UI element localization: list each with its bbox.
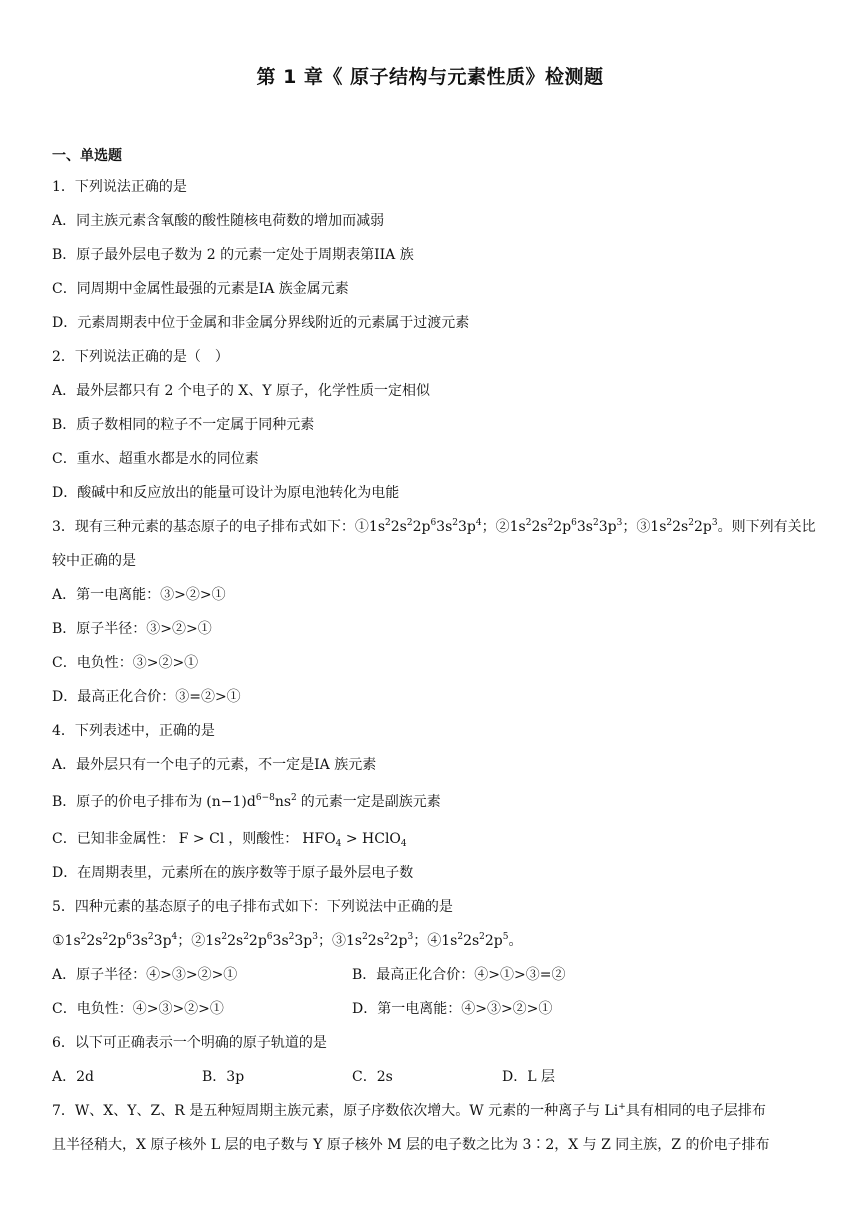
- question-4-option-d: D．在周期表里，元素所在的族序数等于原子最外层电子数: [52, 865, 414, 881]
- question-5-options-row-1: [52, 958, 822, 992]
- config-1: $①1s^22s^22p^63s^23p^4$: [354, 518, 482, 535]
- question-7-stem-line-1: 7．W、X、Y、Z、R 是五种短周期主族元素，原子序数依次增大。W 元素的一种离子与 Li+具有相同的电子层排布: [52, 1102, 766, 1119]
- question-3-stem-cont: 较中正确的是: [52, 553, 136, 569]
- config-2: $②1s^22s^22p^63s^23p^3$: [495, 518, 623, 535]
- question-6-option-a: A．2d: [52, 1069, 94, 1085]
- question-1-option-a: A．同主族元素含氧酸的酸性随核电荷数的增加而减弱: [52, 213, 385, 229]
- question-6-option-d: D．L 层: [502, 1069, 555, 1085]
- question-4-option-b: B．原子的价电子排布为 $(n-1)d^{6-8}ns^2$ 的元素一定是副族元素: [52, 793, 441, 810]
- question-3-option-a: A．第一电离能：③>②>①: [52, 587, 226, 603]
- question-3-option-b: B．原子半径：③>②>①: [52, 621, 212, 637]
- question-3-option-c: C．电负性：③>②>①: [52, 655, 199, 671]
- question-5-options-row-2: [52, 992, 822, 1026]
- section-heading: 一、单选题: [52, 148, 122, 164]
- question-5-option-d: D．第一电离能：④>③>②>①: [352, 1001, 553, 1017]
- question-6-option-b: B．3p: [202, 1069, 245, 1085]
- question-1-stem: 1．下列说法正确的是: [52, 179, 187, 195]
- question-7-stem-line-2: 且半径稍大，X 原子核外 L 层的电子数与 Y 原子核外 M 层的电子数之比为 3∶2，X 与 Z 同主族，Z 的价电子排布: [52, 1137, 770, 1153]
- question-4-stem: 4．下列表述中，正确的是: [52, 723, 215, 739]
- question-5-stem: 5．四种元素的基态原子的电子排布式如下：下列说法中正确的是: [52, 899, 453, 915]
- question-3-stem-prefix: 3．现有三种元素的基态原子的电子排布式如下：: [52, 519, 355, 535]
- question-1-option-d: D．元素周期表中位于金属和非金属分界线附近的元素属于过渡元素: [52, 315, 470, 331]
- question-5-option-c: C．电负性：④>③>②>①: [52, 1001, 224, 1017]
- nonmetal-formula: F > Cl: [178, 831, 225, 847]
- question-3-option-d: D．最高正化合价：③=②>①: [52, 689, 241, 705]
- question-6-stem: 6．以下可正确表示一个明确的原子轨道的是: [52, 1035, 327, 1051]
- question-3-stem-suffix: 。则下列有关比: [717, 519, 816, 535]
- question-list: [52, 170, 822, 1162]
- question-3-stem: 3．现有三种元素的基态原子的电子排布式如下：$①1s^22s^22p^63s^23p^4$；$②1s^22s^22p^63s^23p^3$；$③1s^22s^22p^3$。则下列有关比: [52, 518, 816, 535]
- question-2-stem: 2．下列说法正确的是（ ）: [52, 349, 229, 365]
- question-5-configs: $①1s^22s^22p^63s^23p^4$；$②1s^22s^22p^63s^23p^3$；$③1s^22s^22p^3$；$④1s^22s^22p^5$。: [52, 932, 523, 949]
- question-4-option-c: C．已知非金属性： F > Cl ，则酸性： $HFO_4$ > HClO$_4$: [52, 831, 407, 849]
- question-2-option-b: B．质子数相同的粒子不一定属于同种元素: [52, 417, 315, 433]
- question-2-option-d: D．酸碱中和反应放出的能量可设计为原电池转化为电能: [52, 485, 400, 501]
- page-title: 第 1 章《 原子结构与元素性质》检测题: [256, 66, 604, 88]
- question-4-option-a: A．最外层只有一个电子的元素，不一定是IA 族元素: [52, 757, 377, 773]
- question-2-option-c: C．重水、超重水都是水的同位素: [52, 451, 259, 467]
- valence-config-formula: $(n-1)d^{6-8}ns^2$: [206, 793, 297, 810]
- question-5-option-a: A．原子半径：④>③>②>①: [52, 967, 238, 983]
- question-6-option-c: C．2s: [352, 1069, 393, 1085]
- question-1-option-c: C．同周期中金属性最强的元素是IA 族金属元素: [52, 281, 349, 297]
- config-3: $③1s^22s^22p^3$: [636, 518, 718, 535]
- acid-formula: $HFO_4$ > HClO$_4$: [302, 831, 407, 849]
- question-6-options: [52, 1060, 822, 1094]
- question-2-option-a: A．最外层都只有 2 个电子的 X、Y 原子，化学性质一定相似: [52, 383, 431, 399]
- question-5-option-b: B．最高正化合价：④>①>③=②: [352, 967, 566, 983]
- question-1-option-b: B．原子最外层电子数为 2 的元素一定处于周期表第IIA 族: [52, 247, 414, 263]
